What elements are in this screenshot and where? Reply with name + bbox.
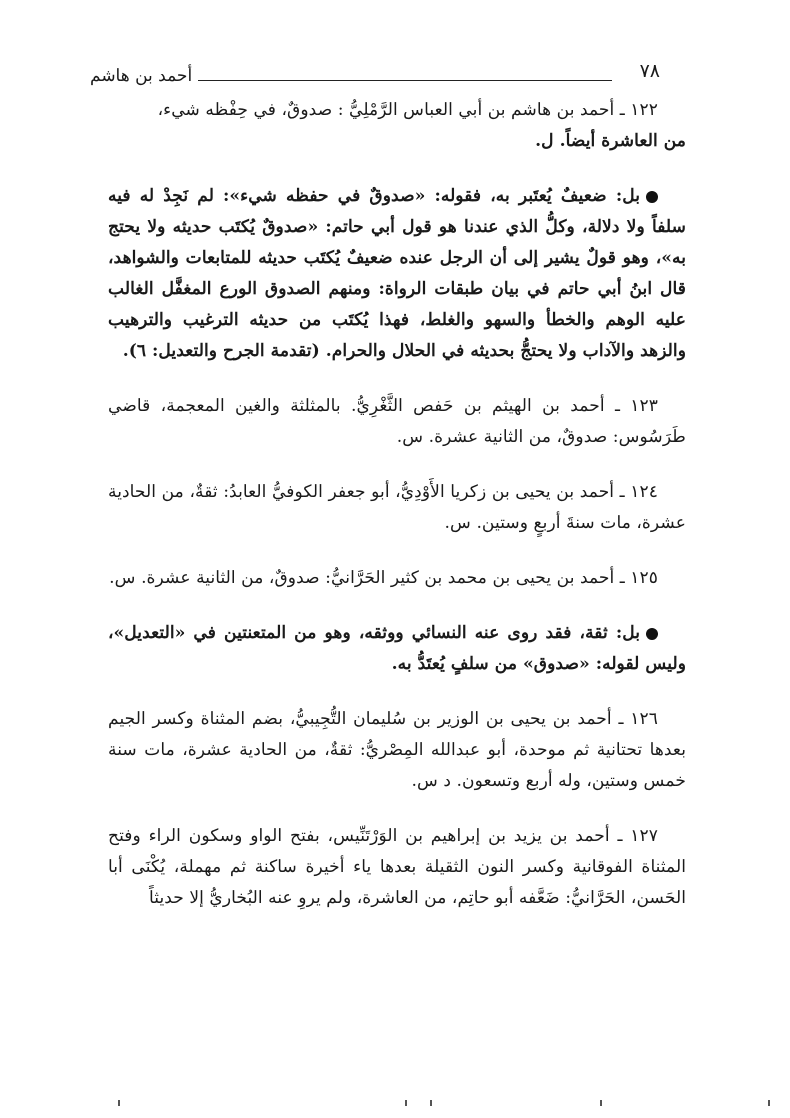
- page-body: [108, 95, 686, 938]
- entry-text: ١٢٤ ـ أحمد بن يحيى بن زكريا الأَوْدِيُّ، أبو جعفر الكوفيُّ العابدُ: ثقةٌ، من الحادية عشرة، مات سنةَ أربعٍ وستين. س.: [108, 482, 686, 533]
- bullet-icon: [646, 191, 658, 203]
- entry-125: [108, 563, 686, 594]
- scan-speck: [405, 1100, 407, 1106]
- page-number: ٧٨: [639, 60, 660, 82]
- comment-body: بل: ثقة، فقد روى عنه النسائي ووثقه، وهو من المتعنتين في «التعديل»، وليس لقوله: «صدوق» من سلفٍ يُعتَدُّ به.: [108, 623, 686, 674]
- page-header: [90, 60, 660, 90]
- scan-speck: [430, 1100, 432, 1106]
- entry-126: [108, 704, 686, 797]
- scan-speck: [600, 1100, 602, 1106]
- entry-124: [108, 477, 686, 539]
- header-rule: [198, 80, 612, 81]
- entry-text: ١٢٦ ـ أحمد بن يحيى بن الوزير بن سُليمان التُّجِيبيُّ، بضم المثناة وكسر الجيم بعدها تحتانية ثم موحدة، أبو عبدالله المِصْريُّ: ثقةٌ، من الحادية عشرة، مات سنة خمس وستين، وله أربع وتسعون. د س.: [108, 709, 686, 791]
- entry-text: ١٢٣ ـ أحمد بن الهيثم بن حَفص الثَّغْرِيُّ. بالمثلثة والغين المعجمة، قاضي طَرَسُوس: صدوقٌ، من الثانية عشرة. س.: [108, 396, 686, 447]
- comment-text: [108, 618, 686, 680]
- entry-text: من العاشرة أيضاً. ل.: [535, 131, 686, 151]
- entry-123: [108, 391, 686, 453]
- entry-text: ١٢٧ ـ أحمد بن يزيد بن إبراهيم بن الوَرْتَنِّيس، بفتح الواو وسكون الراء وفتح المثناة الفوقانية وكسر النون الثقيلة بعدها ياء أخيرة ساكنة ثم مهملة، يُكْنَى أبا الحَسن، الحَرَّانيُّ: ضَعَّفه أبو حاتِم، من العاشرة، ولم يروِ عنه البُخاريُّ إلا حديثاً: [108, 826, 686, 908]
- comment-text: [108, 181, 686, 367]
- running-head: أحمد بن هاشم: [90, 66, 193, 86]
- scan-speck: [118, 1100, 120, 1106]
- entry-text: ١٢٢ ـ أحمد بن هاشم بن أبي العباس الرَّمْلِيُّ : صدوقٌ، في حِفْظه شيء،: [157, 100, 658, 120]
- editor-comment-125: [108, 618, 686, 680]
- bullet-icon: [646, 628, 658, 640]
- entry-127: [108, 821, 686, 914]
- editor-comment-122: [108, 181, 686, 367]
- scan-speck: [768, 1100, 770, 1106]
- comment-body: بل: ضعيفٌ يُعتَبر به، فقوله: «صدوقٌ في حفظه شيء»: لم نَجِدْ له فيه سلفاً ولا دلالة، وكلُّ الذي عندنا هو قول أبي حاتم: «صدوقٌ يُكتَب حديثه ولا يحتج به»، وهو قولٌ يشير إلى أن الرجل عنده ضعيفٌ يُكتَب حديثه للمتابعات والشواهد، قال ابنُ أبي حاتم في بيان طبقات الرواة: ومنهم الصدوق الورع المغفَّل الغالب عليه الوهم والخطأ والسهو والغلط، فهذا يُكتَب من حديثه الترغيب والترهيب والزهد والآداب ولا يحتجُّ بحديثه في الحلال والحرام. (تقدمة الجرح والتعديل: ٦).: [108, 186, 686, 361]
- entry-122: [108, 95, 686, 157]
- entry-text: ١٢٥ ـ أحمد بن يحيى بن محمد بن كثير الحَرَّانيُّ: صدوقٌ، من الثانية عشرة. س.: [109, 568, 658, 588]
